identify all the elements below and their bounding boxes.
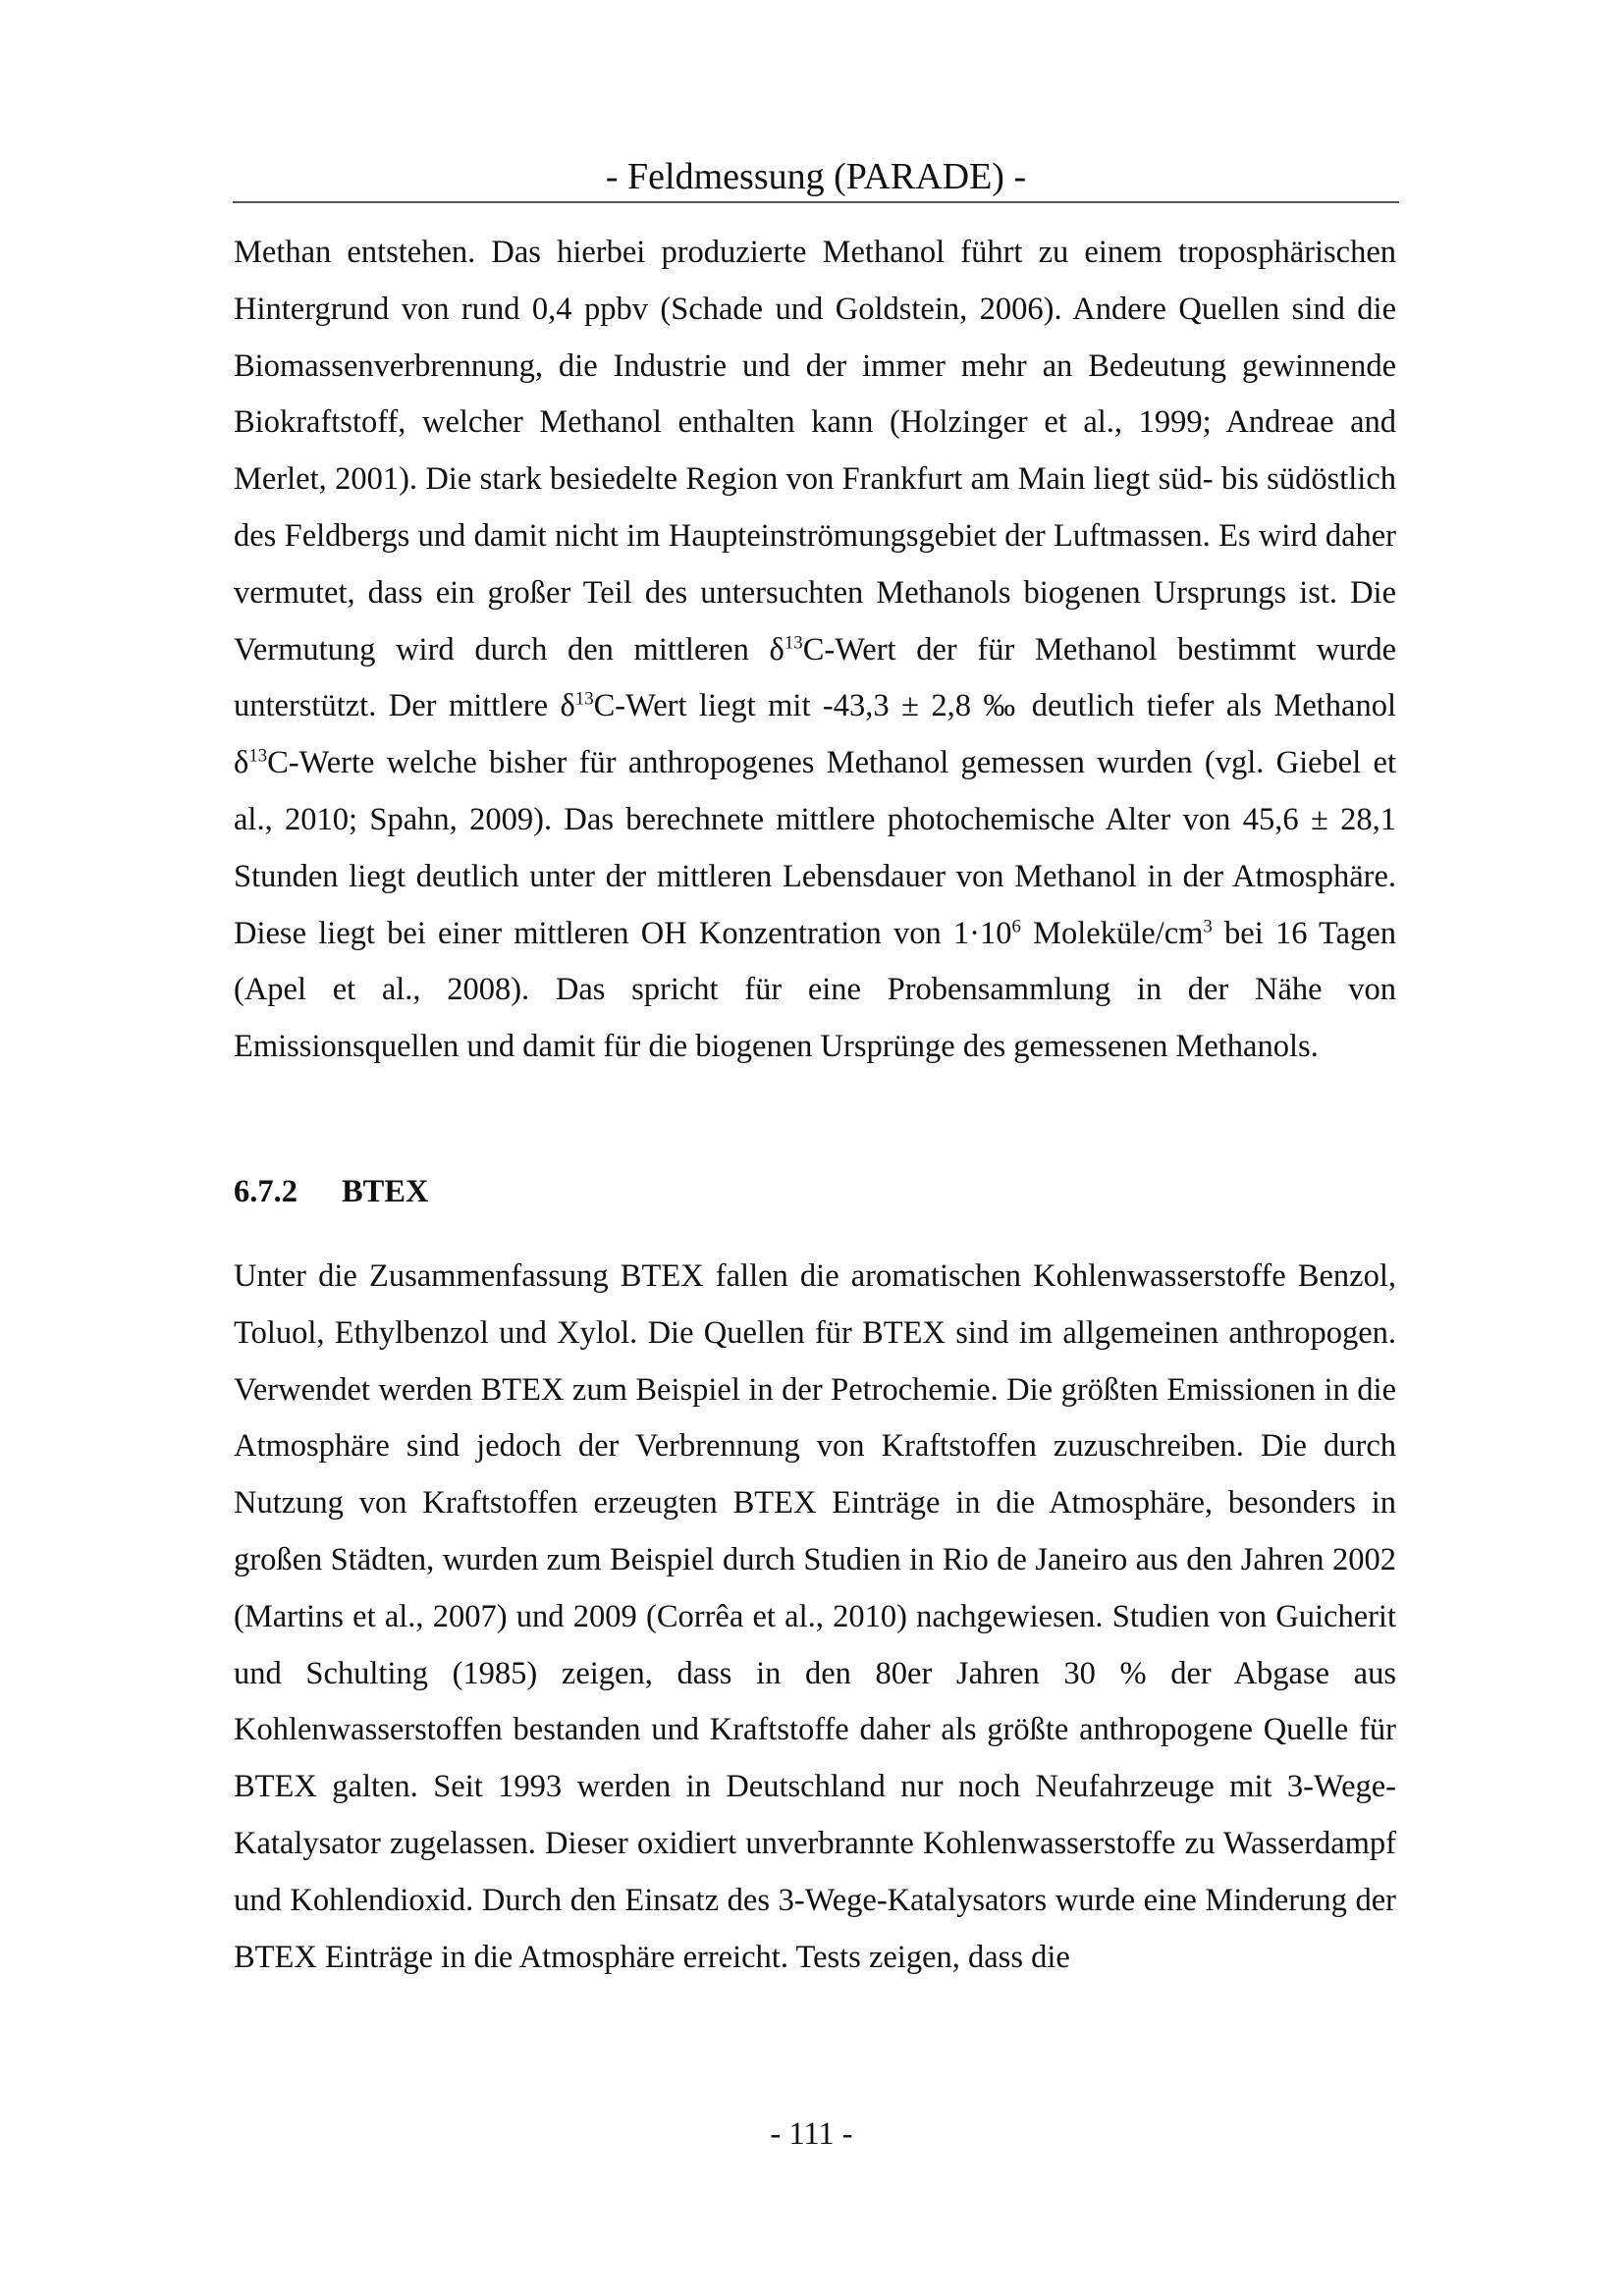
section-heading <box>234 1172 1396 1249</box>
paragraph-methanol <box>234 225 1396 1076</box>
running-header: - Feldmessung (PARADE) - <box>233 152 1399 203</box>
section-number: 6.7.2 <box>234 1173 298 1209</box>
text-run: Methan entstehen. Das hierbei produzierte Methanol führt zu einem troposphärischen Hintergrund von rund 0,4 ppbv (Schade und Goldstein, 2006). Andere Quellen sind die Biomassenverbrennung, die Industrie und der immer mehr an Bedeutung gewinnende Biokraftstoff, welcher Methanol enthalten kann (Holzinger et al., 1999; Andreae and Merlet, 2001). Die stark besiedelte Region von Frankfurt am Main liegt süd- bis südöstlich des Feldbergs und damit nicht im Haupteinströmungsgebiet der Luftmassen. Es wird daher vermutet, dass ein großer Teil des untersuchten Methanols biogenen Ursprungs ist. Die Vermutung wird durch den mittleren δ <box>234 235 1396 667</box>
superscript: 6 <box>1011 916 1021 937</box>
superscript: 3 <box>1203 916 1213 937</box>
page-number: - 111 - <box>770 2116 853 2152</box>
text-run: Moleküle/cm <box>1020 915 1204 951</box>
text-run: bei 16 Tagen (Apel et al., 2008). Das spricht für eine Probensammlung in der Nähe von Emissionsquellen und damit für die biogenen Ursprünge des gemessenen Methanols. <box>234 915 1396 1065</box>
superscript: 13 <box>784 632 803 654</box>
text-run: C-Wert der für Methanol bestimmt wurde unterstützt. Der mittlere δ <box>234 631 1396 724</box>
superscript: 13 <box>574 689 594 711</box>
text-run: C-Werte welche bisher für anthropogenes Methanol gemessen wurden (vgl. Giebel et al., 2010; Spahn, 2009). Das berechnete mittlere photochemische Alter von 45,6 ± 28,1 Stunden liegt deutlich unter der mittleren Lebensdauer von Methanol in der Atmosphäre. Diese liegt bei einer mittleren OH Konzentration von 1·10 <box>234 745 1396 951</box>
section-title: BTEX <box>342 1173 429 1209</box>
text-run: C-Wert liegt mit -43,3 ± 2,8 ‰ deutlich tiefer als Methanol δ <box>234 688 1396 781</box>
paragraph-btex: Unter die Zusammenfassung BTEX fallen die aromatischen Kohlenwasserstoffe Benzol, Toluol, Ethylbenzol und Xylol. Die Quellen für BTEX sind im allgemeinen anthropogen. Verwendet werden BTEX zum Beispiel in der Petrochemie. Die größten Emissionen in die Atmosphäre sind jedoch der Verbrennung von Kraftstoffen zuzuschreiben. Die durch Nutzung von Kraftstoffen erzeugten BTEX Einträge in die Atmosphäre, besonders in großen Städten, wurden zum Beispiel durch Studien in Rio de Janeiro aus den Jahren 2002 (Martins et al., 2007) und 2009 (Corrêa et al., 2010) nachgewiesen. Studien von Guicherit und Schulting (1985) zeigen, dass in den 80er Jahren 30 % der Abgase aus Kohlenwasserstoffen bestanden und Kraftstoffe daher als größte anthropogene Quelle für BTEX galten. Seit 1993 werden in Deutschland nur noch Neufahrzeuge mit 3-Wege-Katalysator zugelassen. Dieser oxidiert unverbrannte Kohlenwasserstoffe zu Wasserdampf und Kohlendioxid. Durch den Einsatz des 3-Wege-Katalysators wurde eine Minderung der BTEX Einträge in die Atmosphäre erreicht. Tests zeigen, dass die <box>234 1257 1396 1975</box>
page-body <box>234 225 1396 1986</box>
superscript: 13 <box>248 745 268 767</box>
